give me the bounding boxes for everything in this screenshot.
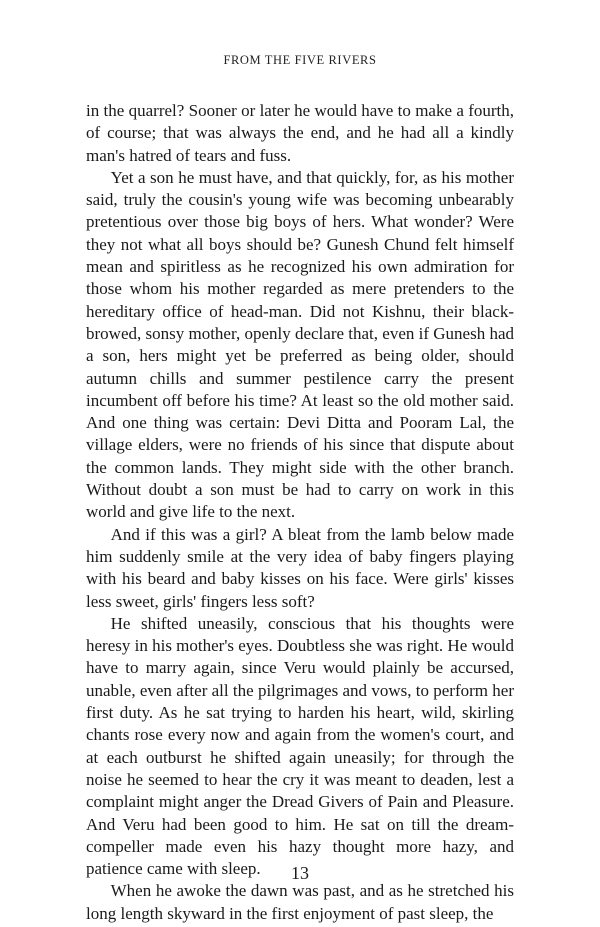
paragraph-continued: in the quarrel? Sooner or later he would have to make a fourth, of course; that was always the end, and he had all a kindly man's hatred of tears and fuss. [86,101,514,165]
paragraph: Yet a son he must have, and that quickly, for, as his mother said, truly the cousin's young wife was becoming unbearably pretentious over those big boys of hers. What wonder? Were they not what all boys should be? Gunesh Chund felt himself mean and spiritless as he recognized his own admiration for those whom his mother regarded as mere pretenders to the hereditary office of head-man. Did not Kishnu, their black-browed, sonsy mother, openly declare that, even if Gunesh had a son, hers might yet be preferred as being older, should autumn chills and summer pestilence carry the present incumbent off before his time? At least so the old mother said. And one thing was certain: Devi Ditta and Pooram Lal, the village elders, were no friends of his since that dispute about the common lands. They might side with the other branch. Without doubt a son must be had to carry on work in this world and give life to the next. [86,167,514,522]
page-number: 13 [291,863,309,883]
paragraph: He shifted uneasily, conscious that his thoughts were heresy in his mother's eyes. Doubtless she was right. He would have to marry again, since Veru would plainly be accursed, unable, even after all the pilgrimages and vows, to perform her first duty. As he sat trying to harden his heart, wild, skirling chants rose every now and again from the women's court, and at each outburst he shifted again uneasily; for through the noise he seemed to hear the cry it was meant to deaden, lest a complaint might anger the Dread Givers of Pain and Pleasure. And Veru had been good to him. He sat on till the dream-compeller made even his hazy thought more hazy, and patience came with sleep. [86,613,514,879]
paragraph: And if this was a girl? A bleat from the lamb below made him suddenly smile at the very idea of baby fingers playing with his beard and baby kisses on his face. Were girls' kisses less sweet, girls' fingers less soft? [86,524,514,611]
body-text [86,100,514,925]
running-head: FROM THE FIVE RIVERS [223,53,377,67]
paragraph: When he awoke the dawn was past, and as he stretched his long length skyward in the first enjoyment of past sleep, the [86,881,514,923]
